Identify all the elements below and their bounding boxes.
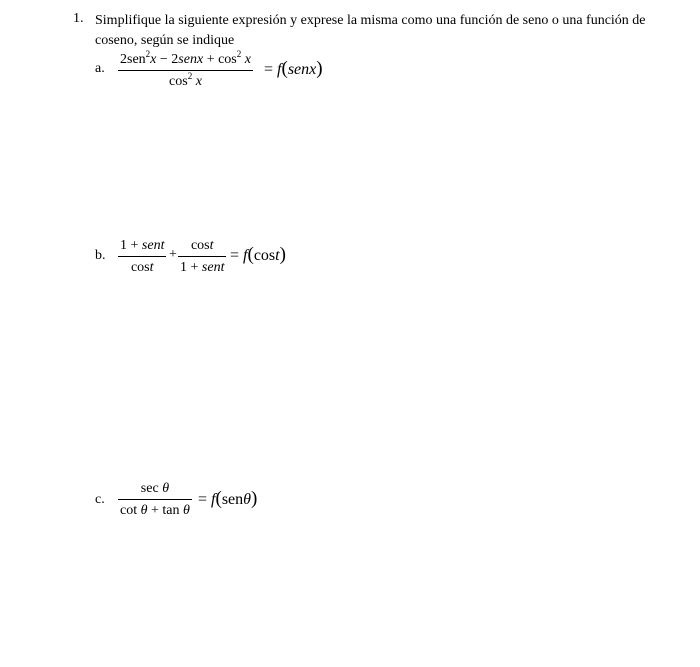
item-b-fraction-1 [118, 238, 166, 276]
item-a-fraction [118, 49, 253, 90]
item-b-fraction-2-denominator: 1 + sent [180, 260, 225, 275]
item-c-rhs: = f(senθ) [198, 488, 258, 509]
item-a-denominator: $\cos^2 x$ [169, 71, 202, 89]
problem-statement: Simplifique la siguiente expresión y exprese la misma como una función de seno o una función de coseno, según se indique [95, 13, 646, 48]
item-b-fraction-1-numerator: 1 + sent [120, 238, 165, 253]
item-c-fraction [118, 481, 192, 519]
item-a-fraction-bar [118, 70, 253, 71]
item-b-fraction-1-denominator: cost [130, 260, 154, 275]
item-c-numerator: sec θ [140, 481, 170, 496]
item-a-label: a. [95, 61, 105, 76]
item-c-denominator: cot θ + tan θ [120, 503, 190, 518]
item-b-fraction-2 [178, 238, 226, 276]
problem-number: 1. [73, 11, 84, 26]
item-b-rhs: = f(cost) [230, 244, 286, 265]
item-b-fraction-2-numerator: cost [190, 238, 214, 253]
item-c-fraction-bar [118, 499, 192, 500]
item-b-label: b. [95, 248, 106, 263]
item-c-label: c. [95, 492, 105, 507]
item-b-fraction-1-bar [118, 256, 166, 257]
item-b-plus-sign: + [169, 247, 177, 262]
item-a-numerator: 2sen$^2$x − 2senx + $\cos^2 x$ [120, 49, 251, 67]
item-a-rhs: = f(senx) [264, 58, 323, 79]
item-b-fraction-2-bar [178, 256, 226, 257]
